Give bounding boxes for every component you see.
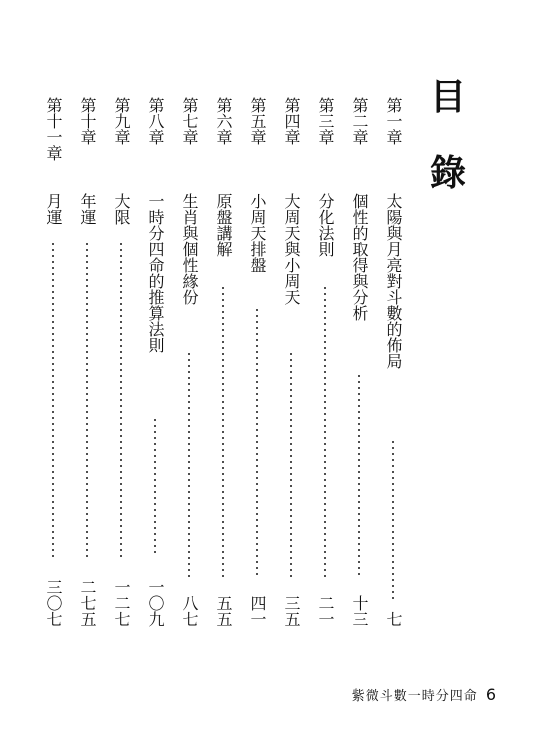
toc-heading <box>420 77 476 194</box>
toc-leader-dots <box>358 373 360 579</box>
toc-chapter-title: 大周天與小周天 <box>282 193 301 305</box>
toc-chapter-number: 第四章 <box>282 97 301 145</box>
toc-page-number: 八七 <box>180 595 199 627</box>
toc-chapter-number: 第二章 <box>350 97 369 145</box>
toc-entry <box>110 97 132 627</box>
heading-char-mu: 目 <box>429 77 466 118</box>
toc-chapter-number: 第九章 <box>112 97 131 145</box>
toc-page-number: 一二七 <box>112 579 131 627</box>
toc-page-number: 三〇七 <box>44 579 63 627</box>
toc-entry <box>178 97 200 627</box>
toc-leader-dots <box>222 285 224 579</box>
toc-entry <box>76 97 98 627</box>
toc-chapter-title: 生肖與個性緣份 <box>180 193 199 305</box>
toc-leader-dots <box>256 307 258 579</box>
toc-entry <box>246 97 268 627</box>
toc-entry <box>314 97 336 627</box>
toc-page-number: 十三 <box>350 595 369 627</box>
toc-chapter-number: 第七章 <box>180 97 199 145</box>
toc-leader-dots <box>392 439 394 601</box>
toc-page-number: 二一 <box>316 595 335 627</box>
toc-leader-dots <box>120 241 122 557</box>
toc-chapter-title: 小周天排盤 <box>248 193 267 273</box>
table-of-contents <box>42 97 404 627</box>
toc-leader-dots <box>52 241 54 557</box>
toc-chapter-number: 第八章 <box>146 97 165 145</box>
toc-leader-dots <box>154 417 156 557</box>
toc-chapter-title: 大限 <box>112 193 131 225</box>
toc-chapter-number: 第十一章 <box>44 97 63 161</box>
toc-page-number: 三五 <box>282 595 301 627</box>
toc-leader-dots <box>188 351 190 579</box>
toc-page-number: 二七五 <box>78 579 97 627</box>
toc-entry <box>42 97 64 627</box>
toc-page-number: 五五 <box>214 595 233 627</box>
toc-entry <box>144 97 166 627</box>
toc-chapter-title: 月運 <box>44 193 63 225</box>
toc-leader-dots <box>290 351 292 579</box>
toc-page-number: 七 <box>384 611 403 627</box>
toc-chapter-title: 個性的取得與分析 <box>350 193 369 321</box>
footer-book-title: 紫微斗數一時分四命 <box>351 688 478 704</box>
toc-chapter-number: 第六章 <box>214 97 233 145</box>
toc-chapter-number: 第十章 <box>78 97 97 145</box>
toc-page-number: 四一 <box>248 595 267 627</box>
toc-entry <box>382 97 404 627</box>
toc-entry <box>212 97 234 627</box>
heading-char-lu: 錄 <box>429 153 466 194</box>
page-footer <box>296 682 496 706</box>
toc-leader-dots <box>324 285 326 579</box>
toc-chapter-number: 第五章 <box>248 97 267 145</box>
toc-entry <box>348 97 370 627</box>
footer-page-number: 6 <box>485 684 496 704</box>
toc-entry <box>280 97 302 627</box>
toc-chapter-number: 第三章 <box>316 97 335 145</box>
toc-chapter-number: 第一章 <box>384 97 403 145</box>
toc-page-number: 一〇九 <box>146 579 165 627</box>
toc-chapter-title: 一時分四命的推算法則 <box>146 193 165 353</box>
toc-chapter-title: 年運 <box>78 193 97 225</box>
toc-chapter-title: 分化法則 <box>316 193 335 257</box>
toc-chapter-title: 太陽與月亮對斗數的佈局 <box>384 193 403 369</box>
toc-leader-dots <box>86 241 88 557</box>
toc-chapter-title: 原盤講解 <box>214 193 233 257</box>
